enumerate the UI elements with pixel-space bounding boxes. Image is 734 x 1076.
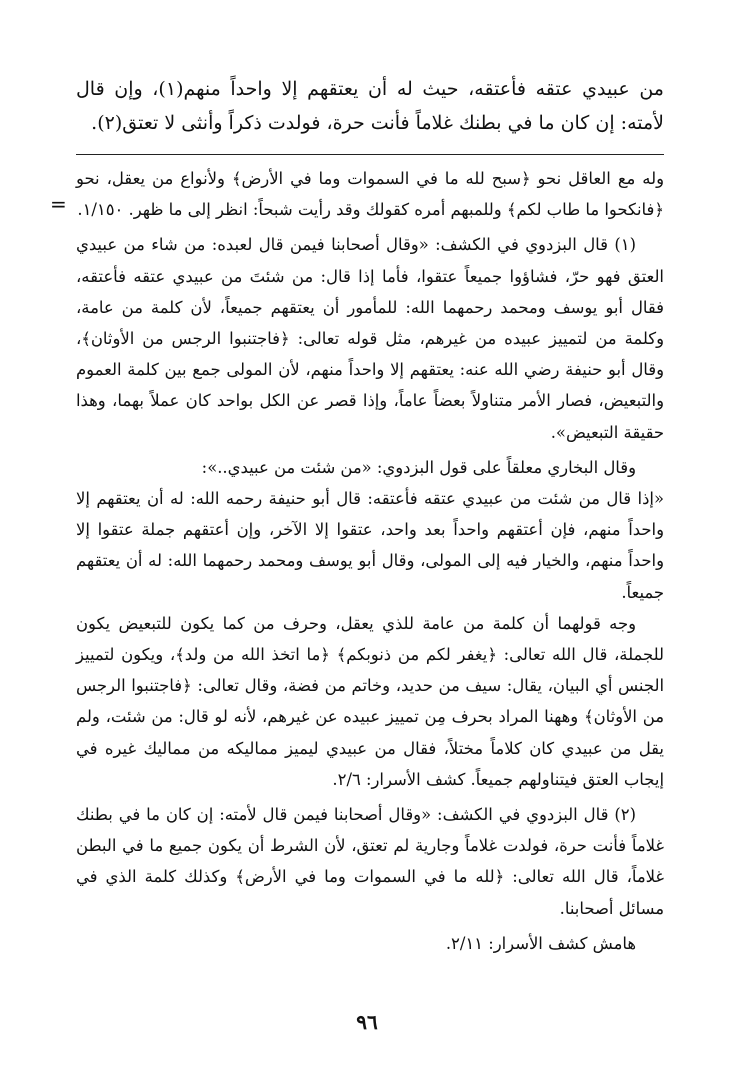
footnote-divider xyxy=(76,154,664,155)
footnote-1-bukhari-explanation: وجه قولهما أن كلمة من عامة للذي يعقل، وحرف من كما يكون للتبعيض يكون للجملة، قال الله تعالى: ﴿يغفر لكم من ذنوبكم﴾ ﴿ما اتخذ الله من ولد﴾، ويكون لتمييز الجنس أي البيان، يقال: سيف من حديد، وخاتم من فضة، وقال تعالى: ﴿فاجتنبوا الرجس من الأوثان﴾ وههنا المراد بحرف مِن تمييز عبيده عن غيرهم، لأنه لو قال: من شئت، ولم يقل من عبيدي كان كلاماً مختلاً، فقال من عبيدي ليميز مماليكه من مماليك غيره في إيجاب العتق فيتناولهم جميعاً. كشف الأسرار: ٢/٦. xyxy=(76,613,664,789)
footnote-2-source: هامش كشف الأسرار: ٢/١١. xyxy=(445,933,636,953)
footnote-continuation: وله مع العاقل نحو ﴿سبح لله ما في السموات وما في الأرض﴾ ولأنواع من يعقل، نحو ﴿فانكحوا ما طاب لكم﴾ وللمبهم أمره كقولك وقد رأيت شبحاً: انظر إلى ما ظهر. ١/١٥٠. xyxy=(76,169,664,220)
footnote-2: (٢) قال البزدوي في الكشف: «وقال أصحابنا فيمن قال لأمته: إن كان ما في بطنك غلاماً فأنت حرة، فولدت غلاماً وجارية لم تعتق، لأن الشرط أن يكون جميع ما في البطن غلاماً، قال الله تعالى: ﴿لله ما في السموات وما في الأرض﴾ وكذلك كلمة الذي في مسائل أصحابنا. xyxy=(76,805,664,918)
footnote-1-bukhari-intro: وقال البخاري معلقاً على قول البزدوي: «من شئت من عبيدي..»: xyxy=(201,457,636,477)
continuation-mark: = xyxy=(50,192,67,216)
main-paragraph: من عبيدي عتقه فأعتقه، حيث له أن يعتقهم إلا واحداً منهم(١)، وإن قال لأمته: إن كان ما في بطنك غلاماً فأنت حرة، فولدت ذكراً وأنثى لا تعتق(٢). xyxy=(76,78,664,134)
footnote-1-bukhari-quote: «إذا قال من شئت من عبيدي عتقه فأعتقه: قال أبو حنيفة رحمه الله: له أن يعتقهم إلا واحداً منهم، فإن أعتقهم واحداً بعد واحد، عتقوا إلا الآخر، وإن أعتقهم جملة عتقوا إلا واحداً منهم، والخيار فيه إلى المولى، وقال أبو يوسف ومحمد رحمهما الله: له أن يعتقهم جميعاً. xyxy=(76,489,664,602)
footnotes xyxy=(76,163,664,959)
footnote-1: (١) قال البزدوي في الكشف: «وقال أصحابنا فيمن قال لعبده: من شاء من عبيدي العتق فهو حرّ، فشاؤوا جميعاً عتقوا، فأما إذا قال: من شئتَ من عبيدي عتقه فأعتقه، فقال أبو يوسف ومحمد رحمهما الله: للمأمور أن يعتقهم جميعاً، لأن كلمة من عامة، وكلمة من لتمييز عبيده من غيرهم، مثل قوله تعالى: ﴿فاجتنبوا الرجس من الأوثان﴾، وقال أبو حنيفة رضي الله عنه: يعتقهم إلا واحداً منهم، لأن المولى جمع بين كلمة العموم والتبعيض، فصار الأمر متناولاً بعضاً عاماً، وإذا قصر عن الكل بواحد كان عملاً بهما، وهذا حقيقة التبعيض». xyxy=(76,235,664,442)
page-number: ٩٦ xyxy=(356,1010,378,1034)
main-text xyxy=(76,72,664,140)
